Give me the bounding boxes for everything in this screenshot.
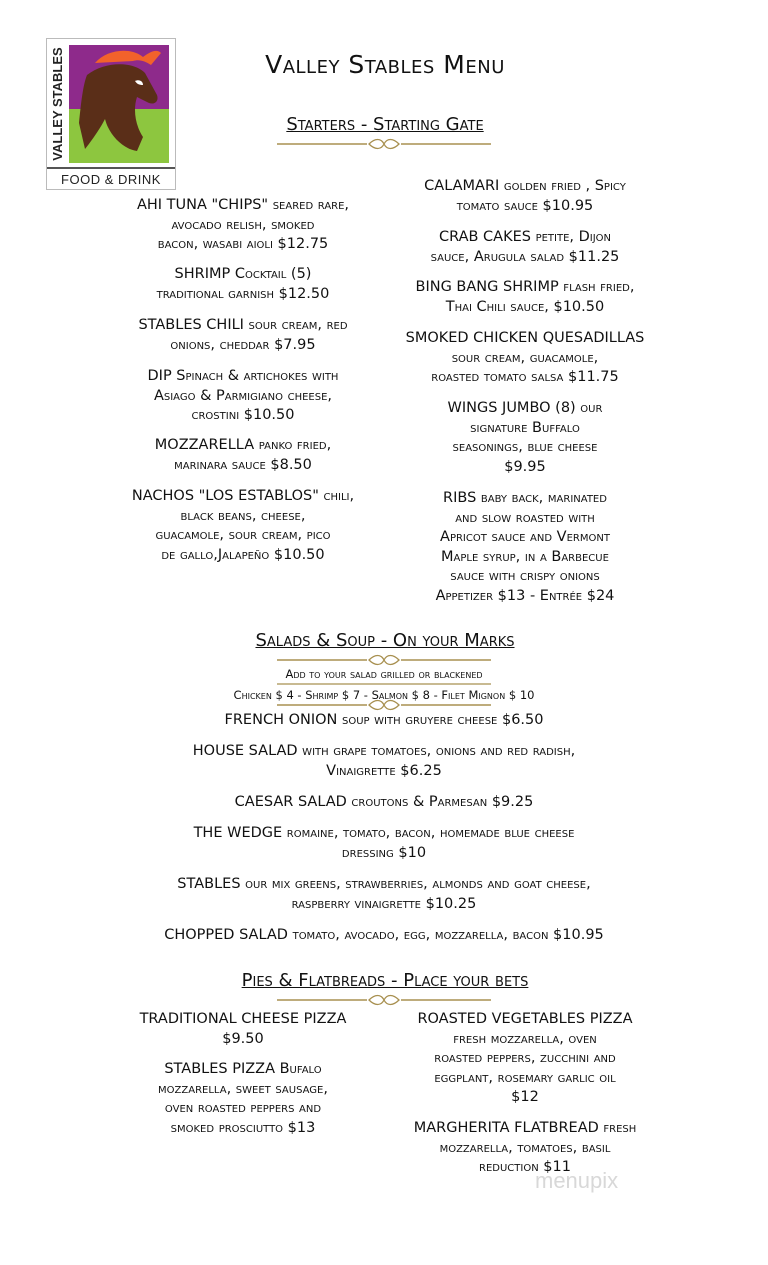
menu-title: Valley Stables Menu	[265, 50, 505, 79]
salads-heading: Salads & Soup - On your Marks	[255, 630, 515, 651]
divider-ornament	[275, 993, 493, 1007]
starter-item: WINGS JUMBO (8) our signature Buffalo seasonings, blue cheese $9.95	[447, 400, 603, 475]
starter-item: DIP Spinach & artichokes with Asiago & Parmigiano cheese, crostini $10.50	[147, 368, 339, 423]
pies-heading: Pies & Flatbreads - Place your bets	[241, 970, 529, 991]
salad-item: FRENCH ONION soup with gruyere cheese $6.50	[224, 712, 544, 728]
salad-item: STABLES our mix greens, strawberries, almonds and goat cheese, raspberry vinaigrette $10.25	[177, 876, 591, 912]
salad-addon-note: Add to your salad grilled or blackened Chicken $ 4 - Shrimp $ 7 - Salmon $ 8 - Filet Mignon $ 10	[233, 667, 535, 702]
starter-item: SHRIMP Cocktail (5) traditional garnish $12.50	[156, 266, 330, 302]
starter-item: RIBS baby back, marinated and slow roasted with Apricot sauce and Vermont Maple syrup, in a Barbecue sauce with crispy onions Appetizer $13 - Entrée $24	[435, 490, 615, 604]
starter-item: MOZZARELLA panko fried, marinara sauce $8.50	[154, 437, 332, 473]
menupix-watermark: menupix	[535, 1168, 619, 1193]
starter-item: NACHOS "LOS ESTABLOS" chili, black beans, cheese, guacamole, sour cream, pico de gallo,Jalapeño $10.50	[131, 488, 355, 563]
logo-bottom-text: FOOD & DRINK	[47, 167, 175, 191]
starter-item: AHI TUNA "CHIPS" seared rare, avocado relish, smoked bacon, wasabi aioli $12.75	[136, 197, 350, 252]
pie-item: TRADITIONAL CHEESE PIZZA $9.50	[139, 1011, 347, 1047]
divider-ornament	[275, 679, 493, 689]
salad-item: THE WEDGE romaine, tomato, bacon, homemade blue cheese dressing $10	[193, 825, 575, 861]
starter-item: BING BANG SHRIMP flash fried, Thai Chili sauce, $10.50	[415, 279, 635, 315]
pie-item: ROASTED VEGETABLES PIZZA fresh mozzarella, oven roasted peppers, zucchini and eggplant, rosemary garlic oil $12	[417, 1011, 633, 1105]
starter-item: CALAMARI golden fried , Spicy tomato sauce $10.95	[424, 178, 626, 214]
salad-item: HOUSE SALAD with grape tomatoes, onions and red radish, Vinaigrette $6.25	[192, 743, 576, 779]
salad-item: CHOPPED SALAD tomato, avocado, egg, mozzarella, bacon $10.95	[164, 927, 604, 943]
starter-item: CRAB CAKES petite, Dijon sauce, Arugula salad $11.25	[430, 229, 620, 265]
starters-heading: Starters - Starting Gate	[286, 114, 484, 135]
pie-item: MARGHERITA FLATBREAD fresh mozzarella, tomatoes, basil reduction $11	[413, 1120, 637, 1175]
divider-ornament	[275, 698, 493, 712]
starter-item: STABLES CHILI sour cream, red onions, cheddar $7.95	[138, 317, 348, 353]
divider-ornament	[275, 137, 493, 151]
salad-item: CAESAR SALAD croutons & Parmesan $9.25	[234, 794, 534, 810]
logo-vertical-text: VALLEY STABLES	[50, 47, 65, 161]
starter-item: SMOKED CHICKEN QUESADILLAS sour cream, guacamole, roasted tomato salsa $11.75	[405, 330, 645, 385]
restaurant-logo	[46, 38, 176, 190]
pie-item: STABLES PIZZA Bufalo mozzarella, sweet sausage, oven roasted peppers and smoked prosciutto $13	[158, 1061, 328, 1136]
